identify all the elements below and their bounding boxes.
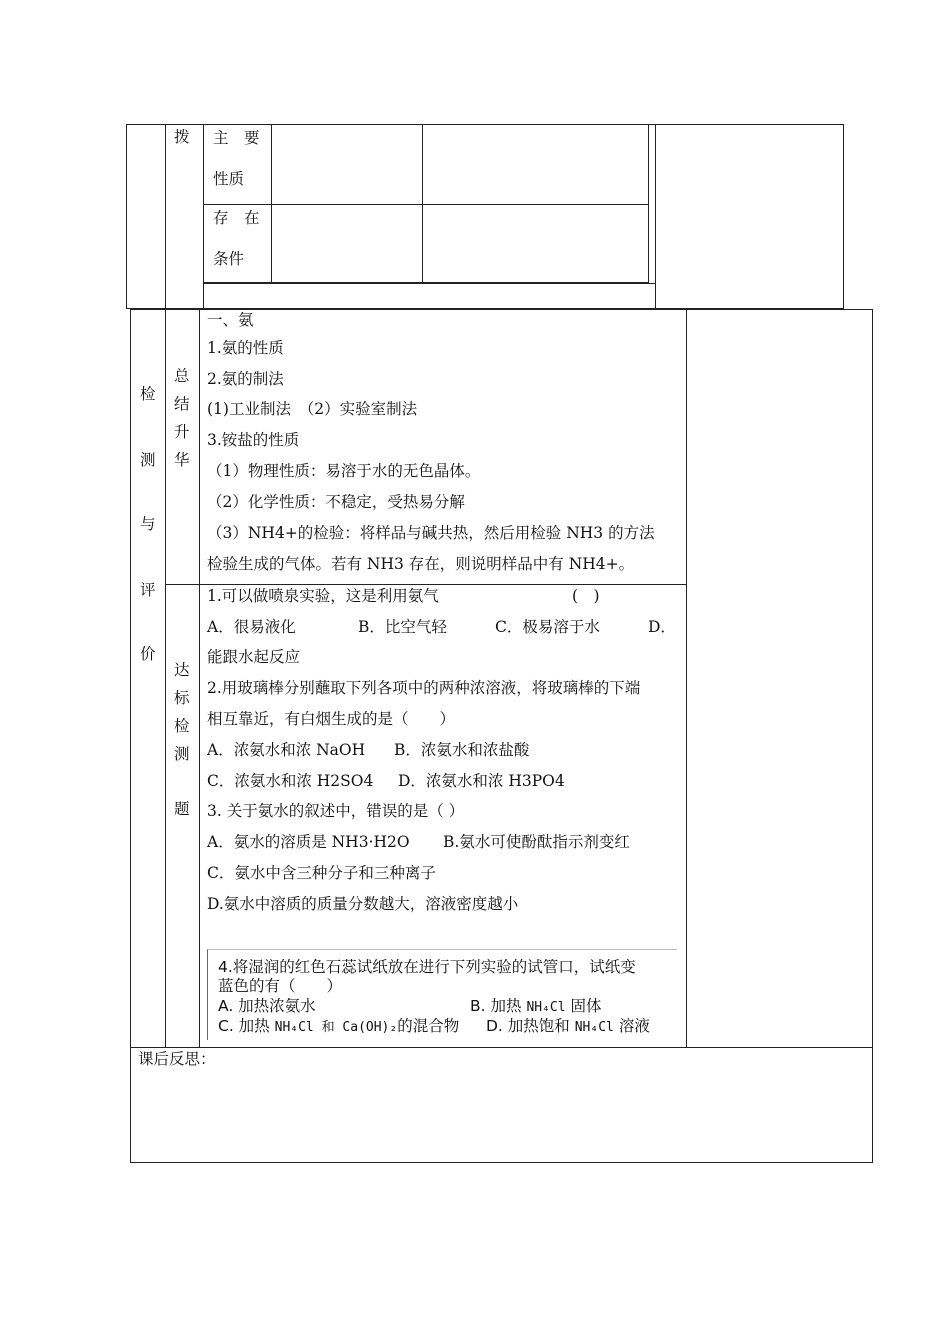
- q4-option-d-suffix: 溶液: [618, 1017, 650, 1035]
- row-label-conditions: 条件: [213, 250, 245, 268]
- q4-option-b-chemical: NH₄Cl: [526, 1000, 566, 1015]
- evaluation-table-divider: [686, 309, 687, 1047]
- q2-stem-continued: 相互靠近，有白烟生成的是（ ）: [207, 710, 456, 728]
- summary-line: （2）化学性质：不稳定，受热易分解: [207, 493, 465, 511]
- top-table-divider: [165, 124, 166, 309]
- q1-option-a: A．很易液化: [207, 618, 296, 636]
- q3-option-b: B.氨水可使酚酞指示剂变红: [443, 833, 630, 851]
- summary-label-char: 结: [174, 395, 190, 413]
- summary-label-char: 华: [174, 451, 190, 469]
- q1-option-d: D．: [648, 618, 676, 636]
- top-table-divider: [203, 283, 655, 284]
- section-label-char: 与: [140, 515, 156, 533]
- q4-option-c-suffix: 的混合物: [397, 1017, 460, 1035]
- top-table-divider: [655, 124, 656, 309]
- test-label-char: 测: [174, 745, 190, 763]
- evaluation-table-divider: [165, 309, 166, 1047]
- summary-line: 3.铵盐的性质: [207, 431, 300, 449]
- q4-option-d-chemical: NH₄Cl: [574, 1020, 614, 1035]
- summary-label-char: 升: [174, 423, 190, 441]
- row-label-properties: 性质: [213, 170, 245, 188]
- q1-option-c: C．极易溶于水: [495, 618, 600, 636]
- q2-option-c: C．浓氨水和浓 H2SO4: [207, 772, 374, 790]
- summary-line: （3）NH4+的检验：将样品与碱共热，然后用检验 NH3 的方法: [207, 524, 655, 542]
- q3-option-c: C．氨水中含三种分子和三种离子: [207, 864, 436, 882]
- q3-stem: 3. 关于氨水的叙述中，错误的是（ ）: [207, 802, 465, 820]
- q4-option-a: A. 加热浓氨水: [218, 997, 316, 1015]
- summary-line: (1)工业制法 （2）实验室制法: [207, 400, 418, 418]
- summary-label-char: 总: [174, 367, 190, 385]
- inner-table-divider: [203, 204, 649, 205]
- reflection-label: 课后反思：: [138, 1050, 216, 1068]
- test-label-char: 标: [174, 689, 190, 707]
- q4-option-d: [486, 1017, 650, 1037]
- q1-stem: 1.可以做喷泉实验，这是利用氨气: [207, 587, 439, 605]
- q4-stem: 4.将湿润的红色石蕊试纸放在进行下列实验的试管口，试纸变: [218, 958, 636, 976]
- q3-option-a: A．氨水的溶质是 NH3·H2O: [207, 833, 410, 851]
- summary-line: 1.氨的性质: [207, 339, 284, 357]
- q4-stem-continued: 蓝色的有（ ）: [218, 977, 343, 995]
- row-label-conditions: 存 在: [213, 209, 260, 227]
- section-label-char: 检: [140, 385, 156, 403]
- evaluation-table-divider: [165, 584, 686, 585]
- q4-option-c-prefix: C. 加热: [218, 1017, 270, 1035]
- q1-option-d-continued: 能跟水起反应: [207, 648, 301, 666]
- q2-stem: 2.用玻璃棒分别蘸取下列各项中的两种浓溶液，将玻璃棒的下端: [207, 679, 641, 697]
- section-label-char: 评: [140, 581, 156, 599]
- evaluation-table-divider: [130, 1047, 873, 1048]
- section-label-char: 价: [140, 645, 156, 663]
- q3-option-d: D.氨水中溶质的质量分数越大，溶液密度越小: [207, 895, 519, 913]
- evaluation-table-divider: [199, 309, 200, 1047]
- test-label-char: 达: [174, 661, 190, 679]
- q2-option-b: B．浓氨水和浓盐酸: [394, 741, 530, 759]
- summary-heading: 一、氨: [207, 311, 254, 329]
- q1-answer-paren: ( ): [572, 587, 600, 605]
- q2-option-d: D．浓氨水和浓 H3PO4: [398, 772, 565, 790]
- q1-option-b: B．比空气轻: [358, 618, 447, 636]
- q4-question-image: [207, 949, 677, 1040]
- q4-option-b: [470, 997, 602, 1017]
- summary-line: 检验生成的气体。若有 NH3 存在，则说明样品中有 NH4+。: [207, 555, 635, 573]
- summary-line: （1）物理性质：易溶于水的无色晶体。: [207, 462, 481, 480]
- q4-option-b-prefix: B. 加热: [470, 997, 522, 1015]
- q4-option-b-suffix: 固体: [570, 997, 602, 1015]
- test-label-char: 题: [174, 800, 190, 818]
- row-label-properties: 主 要: [213, 129, 260, 147]
- q4-option-d-prefix: D. 加热饱和: [486, 1017, 570, 1035]
- q2-option-a: A．浓氨水和浓 NaOH: [207, 741, 366, 759]
- top-table-left-label: 拨: [174, 128, 190, 146]
- summary-line: 2.氨的制法: [207, 370, 284, 388]
- test-label-char: 检: [174, 717, 190, 735]
- q4-option-c: [218, 1017, 459, 1037]
- q4-option-c-chemical: NH₄Cl 和 Ca(OH)₂: [274, 1020, 398, 1035]
- section-label-char: 测: [140, 451, 156, 469]
